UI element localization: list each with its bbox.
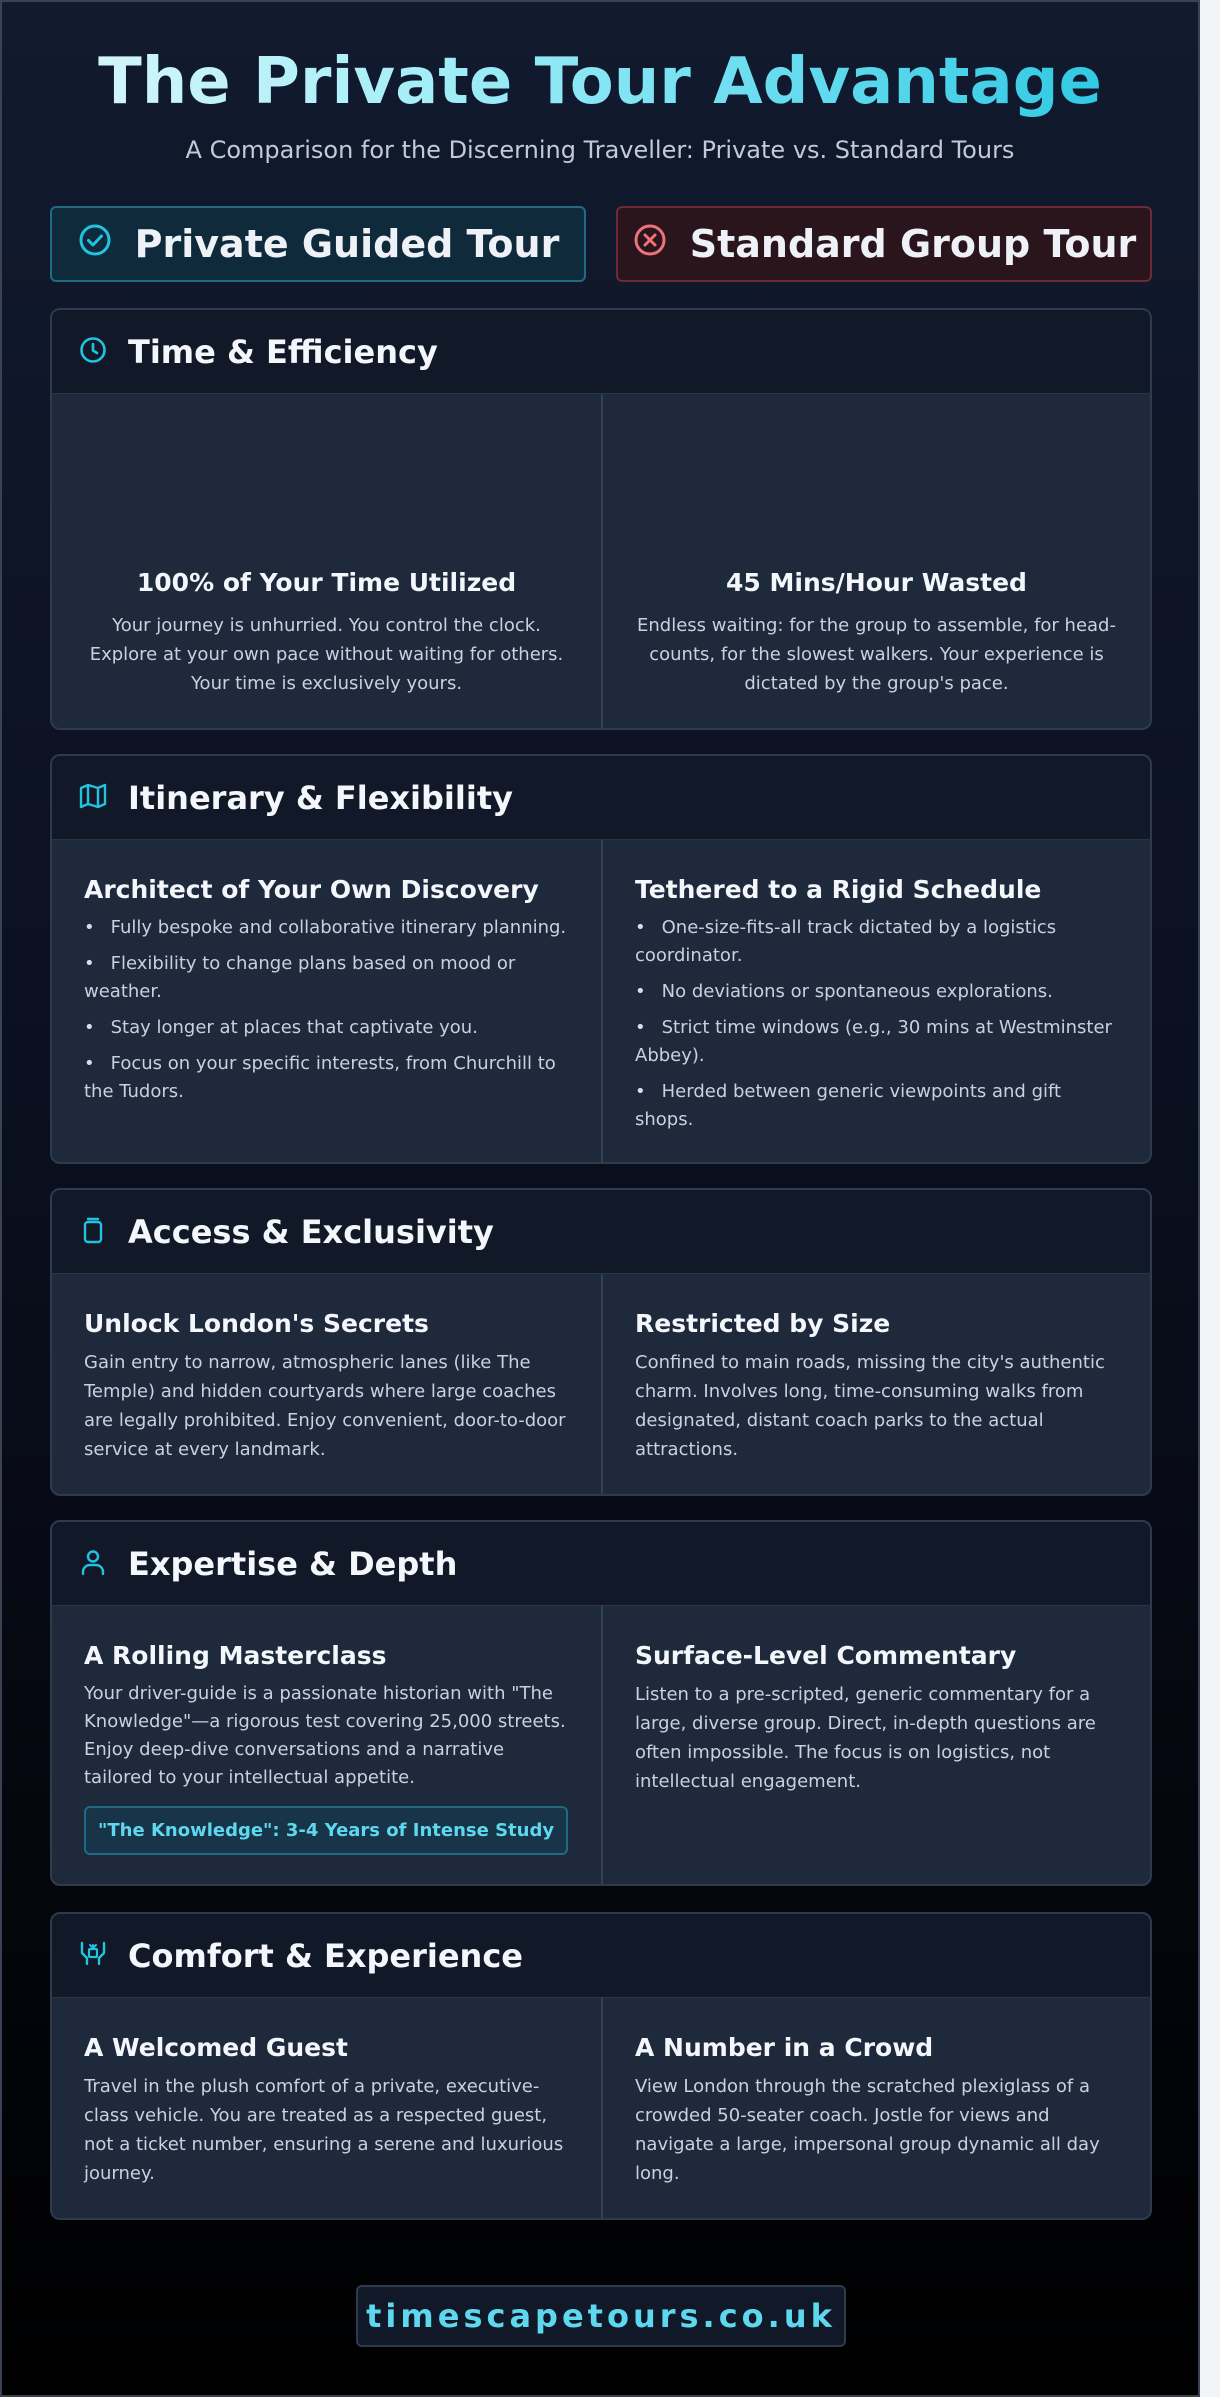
standard-column <box>601 1998 1150 2220</box>
standard-text: Endless waiting: for the group to assemble, for head-counts, for the slowest walkers. Your experience is dictated by the group's pace. <box>637 615 1116 694</box>
private-list <box>84 914 569 1106</box>
clock-icon <box>78 335 108 369</box>
section-title: Access & Exclusivity <box>128 1212 494 1251</box>
section-header <box>52 1522 1150 1606</box>
list-item: • No deviations or spontaneous explorations. <box>635 978 1118 1006</box>
private-column <box>52 1274 601 1496</box>
private-heading: Unlock London's Secrets <box>84 1309 429 1338</box>
standard-tour-label: Standard Group Tour <box>689 222 1137 266</box>
user-icon <box>78 1547 108 1581</box>
section-comfort-experience <box>50 1912 1152 2220</box>
standard-text: View London through the scratched plexiglass of a crowded 50-seater coach. Jostle for views and navigate a large, impersonal group dynamic all day long. <box>635 2076 1100 2184</box>
section-time-efficiency <box>50 308 1152 730</box>
private-column <box>52 394 601 728</box>
standard-column <box>601 1606 1150 1886</box>
section-expertise-depth <box>50 1520 1152 1886</box>
private-text: Gain entry to narrow, atmospheric lanes (like The Temple) and hidden courtyards where large coaches are legally prohibited. Enjoy convenient, door-to-door service at every landmark. <box>84 1352 566 1460</box>
knowledge-badge: "The Knowledge": 3-4 Years of Intense Study <box>84 1806 568 1855</box>
private-text: Your driver-guide is a passionate historian with "The Knowledge"—a rigorous test covering 25,000 streets. Enjoy deep-dive conversations and a narrative tailored to your intellectual appetite. <box>84 1683 566 1788</box>
list-item: • Fully bespoke and collaborative itinerary planning. <box>84 914 569 942</box>
list-item: • Herded between generic viewpoints and gift shops. <box>635 1078 1118 1134</box>
list-item: • One-size-fits-all track dictated by a logistics coordinator. <box>635 914 1118 970</box>
section-header <box>52 310 1150 394</box>
section-header <box>52 1190 1150 1274</box>
private-heading: A Welcomed Guest <box>84 2033 348 2062</box>
section-body <box>52 1606 1150 1886</box>
page-subtitle: A Comparison for the Discerning Traveller: Private vs. Standard Tours <box>185 136 1015 164</box>
private-column <box>52 1998 601 2220</box>
list-item: • Flexibility to change plans based on mood or weather. <box>84 950 569 1006</box>
section-header <box>52 756 1150 840</box>
door-icon <box>78 1215 108 1249</box>
standard-column <box>601 394 1150 728</box>
list-item: • Focus on your specific interests, from Churchill to the Tudors. <box>84 1050 569 1106</box>
private-column <box>52 1606 601 1886</box>
map-icon <box>78 781 108 815</box>
standard-list <box>635 914 1118 1134</box>
page-header <box>2 2 1198 166</box>
section-title: Time & Efficiency <box>128 332 438 371</box>
section-access-exclusivity <box>50 1188 1152 1496</box>
private-tour-header <box>50 206 586 282</box>
list-item: • Stay longer at places that captivate you. <box>84 1014 569 1042</box>
section-body <box>52 1998 1150 2220</box>
list-item: • Strict time windows (e.g., 30 mins at Westminster Abbey). <box>635 1014 1118 1070</box>
section-title: Itinerary & Flexibility <box>128 778 513 817</box>
standard-tour-header <box>616 206 1152 282</box>
standard-text: Listen to a pre-scripted, generic commentary for a large, diverse group. Direct, in-depth questions are often impossible. The focus is on logistics, not intellectual engagement. <box>635 1684 1096 1792</box>
private-heading: Architect of Your Own Discovery <box>84 875 539 904</box>
private-text: Your journey is unhurried. You control the clock. Explore at your own pace without waiting for others. Your time is exclusively yours. <box>89 615 564 694</box>
standard-text: Confined to main roads, missing the city's authentic charm. Involves long, time-consuming walks from designated, distant coach parks to the actual attractions. <box>635 1352 1105 1460</box>
section-title: Expertise & Depth <box>128 1544 458 1583</box>
section-body <box>52 840 1150 1162</box>
standard-heading: Surface-Level Commentary <box>635 1641 1017 1670</box>
column-headers <box>50 206 1152 282</box>
website-link[interactable]: timescapetours.co.uk <box>356 2285 846 2347</box>
standard-heading: A Number in a Crowd <box>635 2033 934 2062</box>
check-circle-icon <box>77 222 113 267</box>
section-body <box>52 394 1150 728</box>
private-heading: A Rolling Masterclass <box>84 1641 387 1670</box>
standard-column <box>601 840 1150 1162</box>
x-circle-icon <box>632 222 668 267</box>
standard-heading: Tethered to a Rigid Schedule <box>635 875 1042 904</box>
standard-heading: 45 Mins/Hour Wasted <box>726 568 1027 597</box>
private-column <box>52 840 601 1162</box>
page-title: The Private Tour Advantage <box>2 42 1198 122</box>
hands-gift-icon <box>78 1939 108 1973</box>
section-body <box>52 1274 1150 1496</box>
section-title: Comfort & Experience <box>128 1936 523 1975</box>
private-heading: 100% of Your Time Utilized <box>136 568 517 597</box>
standard-heading: Restricted by Size <box>635 1309 891 1338</box>
private-text: Travel in the plush comfort of a private, executive-class vehicle. You are treated as a respected guest, not a ticket number, ensuring a serene and luxurious journey. <box>84 2076 564 2184</box>
section-header <box>52 1914 1150 1998</box>
section-itinerary-flexibility <box>50 754 1152 1164</box>
private-tour-label: Private Guided Tour <box>134 222 560 266</box>
standard-column <box>601 1274 1150 1496</box>
